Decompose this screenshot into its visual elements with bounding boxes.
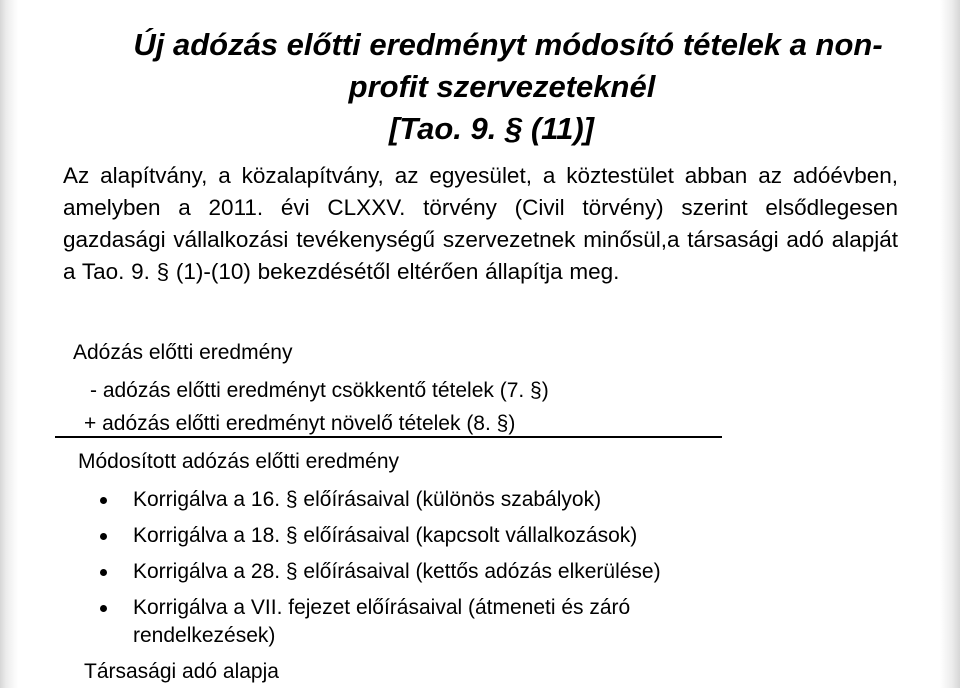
list-item-text: Korrigálva a 18. § előírásaival (kapcsolt vállalkozások) <box>133 524 638 547</box>
list-item-text: Korrigálva a 16. § előírásaival (különös szabályok) <box>133 488 602 511</box>
calc-minus-line: - adózás előtti eredményt csökkentő tételek (7. §) <box>90 379 549 402</box>
list-item-text: Korrigálva a 28. § előírásaival (kettős adózás elkerülése) <box>133 560 661 583</box>
result-line: Társasági adó alapja <box>84 660 279 683</box>
list-item-text: Korrigálva a VII. fejezet előírásaival (átmeneti és záró rendelkezések) <box>133 596 631 647</box>
slide-title <box>60 24 920 150</box>
list-item <box>100 558 860 586</box>
bullet-icon <box>100 605 107 612</box>
calc-plus-line: + adózás előtti eredményt növelő tételek (8. §) <box>84 412 516 435</box>
calc-base-line: Adózás előtti eredmény <box>73 341 293 364</box>
list-item <box>100 594 860 650</box>
corrections-list <box>100 486 860 658</box>
bullet-icon <box>100 533 107 540</box>
title-line-3: [Tao. 9. § (11)] <box>389 111 594 146</box>
bullet-icon <box>100 569 107 576</box>
list-item <box>100 486 860 514</box>
calc-modified-line: Módosított adózás előtti eredmény <box>78 450 400 473</box>
sum-underline <box>55 436 722 438</box>
bullet-icon <box>100 497 107 504</box>
intro-paragraph: Az alapítvány, a közalapítvány, az egyesület, a köztestület abban az adóévben, amelyben a 2011. évi CLXXV. törvény (Civil törvény) szerint elsődlegesen gazdasági vállalkozási tevékenységű szervezetnek minősül,a társasági adó alapját a Tao. 9. § (1)-(10) bekezdésétől eltérően állapítja meg. <box>63 163 898 284</box>
title-line-1: Új adózás előtti eredményt módosító tételek a non- <box>133 27 883 62</box>
list-item <box>100 522 860 550</box>
title-line-2: profit szervezeteknél <box>348 69 656 104</box>
